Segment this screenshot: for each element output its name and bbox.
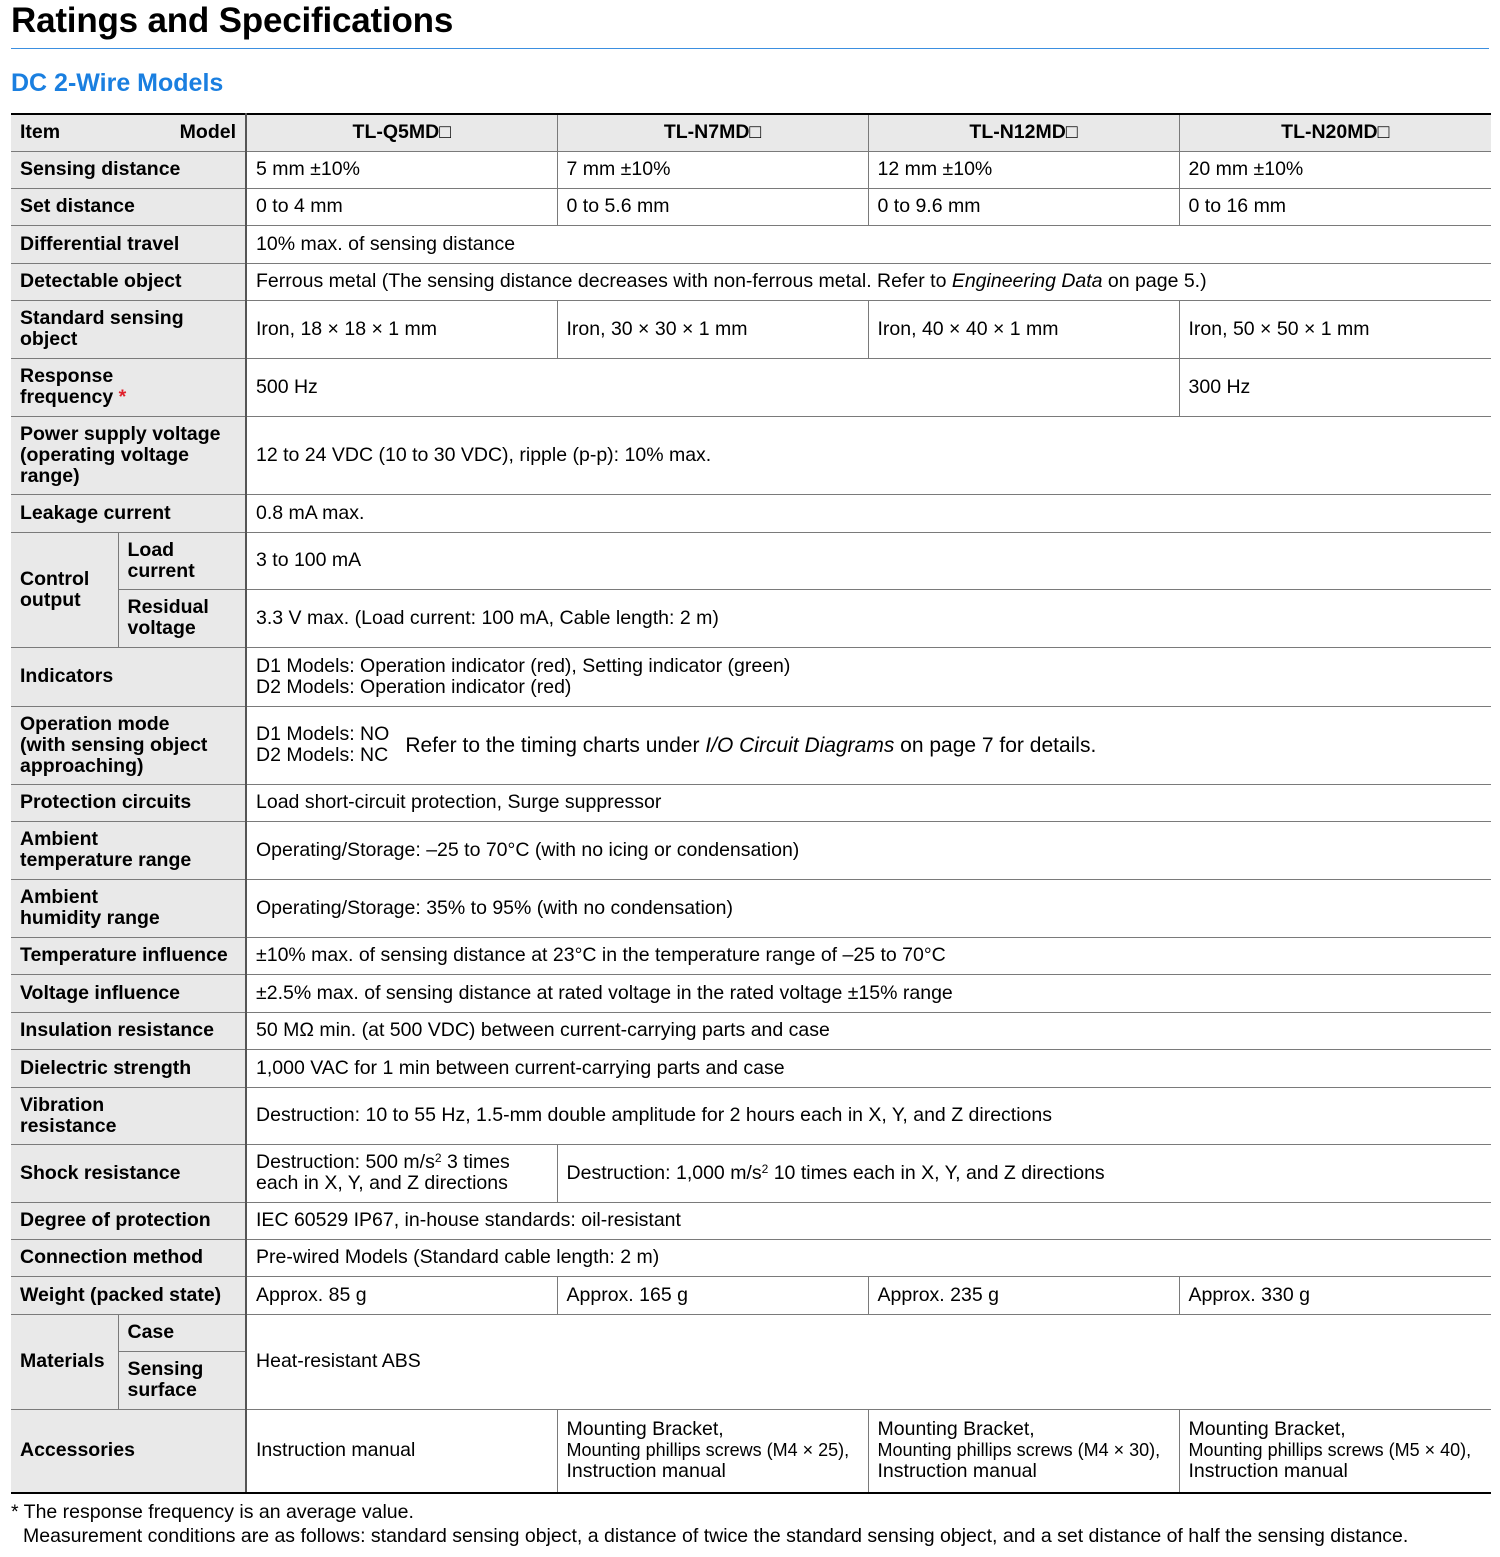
row-label: Control output (11, 532, 118, 647)
table-row (11, 225, 1491, 263)
table-row (11, 1012, 1491, 1049)
cell: Destruction: 10 to 55 Hz, 1.5-mm double amplitude for 2 hours each in X, Y, and Z directions (246, 1087, 1491, 1144)
row-label: Temperature influence (11, 937, 246, 974)
table-row (11, 1087, 1491, 1144)
footnote (11, 1500, 1408, 1548)
cell: Approx. 235 g (868, 1276, 1179, 1314)
table-row (11, 647, 1491, 706)
cell: ±2.5% max. of sensing distance at rated voltage in the rated voltage ±15% range (246, 974, 1491, 1012)
table-header-row (11, 114, 1491, 151)
cell: Mounting Bracket, Mounting phillips screws (M5 × 40), Instruction manual (1179, 1409, 1491, 1493)
table-row (11, 1239, 1491, 1276)
table-row (11, 151, 1491, 188)
cell: 0 to 5.6 mm (557, 188, 868, 225)
section-title: DC 2-Wire Models (11, 69, 224, 97)
sub-row-label: Residual voltage (118, 589, 246, 647)
table-row (11, 494, 1491, 532)
row-label: Insulation resistance (11, 1012, 246, 1049)
cell: Ferrous metal (The sensing distance decreases with non-ferrous metal. Refer to Engineering Data on page 5.) (246, 263, 1491, 300)
cell: IEC 60529 IP67, in-house standards: oil-resistant (246, 1202, 1491, 1239)
row-label: Leakage current (11, 494, 246, 532)
cell: 300 Hz (1179, 358, 1491, 416)
row-label: Weight (packed state) (11, 1276, 246, 1314)
header-model: Model (179, 121, 237, 144)
table-row (11, 1409, 1491, 1493)
cell: 500 Hz (246, 358, 1179, 416)
table-row (11, 974, 1491, 1012)
header-model-2: TL-N7MD□ (557, 114, 868, 151)
cell: 0 to 4 mm (246, 188, 557, 225)
table-row (11, 1276, 1491, 1314)
cell: Approx. 85 g (246, 1276, 557, 1314)
table-row (11, 188, 1491, 225)
table-row (11, 300, 1491, 358)
header-item: Item (20, 121, 61, 144)
row-label: Standard sensing object (11, 300, 246, 358)
row-label: Materials (11, 1314, 118, 1409)
footnote-line-2: Measurement conditions are as follows: standard sensing object, a distance of twice the standard sensing object, and a set distance of half the sensing distance. (23, 1525, 1409, 1547)
row-label: Detectable object (11, 263, 246, 300)
cell: Operating/Storage: –25 to 70°C (with no icing or condensation) (246, 821, 1491, 879)
row-label: Voltage influence (11, 974, 246, 1012)
table-row (11, 358, 1491, 416)
title-rule (11, 48, 1489, 49)
table-row (11, 821, 1491, 879)
cell: 1,000 VAC for 1 min between current-carrying parts and case (246, 1049, 1491, 1087)
sub-row-label: Sensing surface (118, 1351, 246, 1409)
cell: 7 mm ±10% (557, 151, 868, 188)
cell: Operating/Storage: 35% to 95% (with no condensation) (246, 879, 1491, 937)
table-row (11, 1202, 1491, 1239)
header-model-1: TL-Q5MD□ (246, 114, 557, 151)
row-label: Response frequency * (11, 358, 246, 416)
row-label: Accessories (11, 1409, 246, 1493)
cell: Iron, 40 × 40 × 1 mm (868, 300, 1179, 358)
table-row (11, 589, 1491, 647)
cell: Heat-resistant ABS (246, 1314, 1491, 1409)
row-label: Ambient temperature range (11, 821, 246, 879)
cell: Approx. 330 g (1179, 1276, 1491, 1314)
cell: Iron, 50 × 50 × 1 mm (1179, 300, 1491, 358)
sub-row-label: Load current (118, 532, 246, 589)
cell: Destruction: 500 $m/s^2$ 3 times each in X, Y, and Z directions (246, 1144, 557, 1202)
row-label: Set distance (11, 188, 246, 225)
cell: 3.3 V max. (Load current: 100 mA, Cable length: 2 m) (246, 589, 1491, 647)
cell: 12 to 24 VDC (10 to 30 VDC), ripple (p-p): 10% max. (246, 416, 1491, 494)
cell: Iron, 18 × 18 × 1 mm (246, 300, 557, 358)
cell: D1 Models: Operation indicator (red), Setting indicator (green) D2 Models: Operation indicator (red) (246, 647, 1491, 706)
header-model-4: TL-N20MD□ (1179, 114, 1491, 151)
page-title: Ratings and Specifications (11, 1, 454, 40)
row-label: Power supply voltage (operating voltage range) (11, 416, 246, 494)
cell: 5 mm ±10% (246, 151, 557, 188)
table-row (11, 1144, 1491, 1202)
cell: 12 mm ±10% (868, 151, 1179, 188)
table-row (11, 1049, 1491, 1087)
cell: Instruction manual (246, 1409, 557, 1493)
row-label: Connection method (11, 1239, 246, 1276)
cell: Iron, 30 × 30 × 1 mm (557, 300, 868, 358)
row-label: Indicators (11, 647, 246, 706)
cell: 20 mm ±10% (1179, 151, 1491, 188)
row-label: Sensing distance (11, 151, 246, 188)
table-row (11, 1314, 1491, 1351)
table-row (11, 416, 1491, 494)
row-label: Protection circuits (11, 784, 246, 821)
cell: 3 to 100 mA (246, 532, 1491, 589)
cell: Load short-circuit protection, Surge suppressor (246, 784, 1491, 821)
table-row (11, 879, 1491, 937)
cell: ±10% max. of sensing distance at 23°C in the temperature range of –25 to 70°C (246, 937, 1491, 974)
cell: Mounting Bracket, Mounting phillips screws (M4 × 30), Instruction manual (868, 1409, 1179, 1493)
cell: D1 Models: NO D2 Models: NC Refer to the timing charts under I/O Circuit Diagrams on page 7 for details. (246, 706, 1491, 784)
table-row (11, 784, 1491, 821)
table-row (11, 937, 1491, 974)
cell: Mounting Bracket, Mounting phillips screws (M4 × 25), Instruction manual (557, 1409, 868, 1493)
asterisk-mark: * (118, 386, 127, 408)
footnote-line-1: * The response frequency is an average value. (11, 1501, 414, 1523)
cell: 0.8 mA max. (246, 494, 1491, 532)
table-row (11, 532, 1491, 589)
cell: Destruction: 1,000 $m/s^2$ 10 times each in X, Y, and Z directions (557, 1144, 1491, 1202)
table-row (11, 706, 1491, 784)
sub-row-label: Case (118, 1314, 246, 1351)
cell: 10% max. of sensing distance (246, 225, 1491, 263)
row-label: Degree of protection (11, 1202, 246, 1239)
cell: Approx. 165 g (557, 1276, 868, 1314)
cell: 50 MΩ min. (at 500 VDC) between current-carrying parts and case (246, 1012, 1491, 1049)
row-label: Operation mode (with sensing object approaching) (11, 706, 246, 784)
row-label: Differential travel (11, 225, 246, 263)
cell: Pre-wired Models (Standard cable length: 2 m) (246, 1239, 1491, 1276)
row-label: Shock resistance (11, 1144, 246, 1202)
row-label: Dielectric strength (11, 1049, 246, 1087)
table-row (11, 263, 1491, 300)
cell: 0 to 9.6 mm (868, 188, 1179, 225)
header-model-3: TL-N12MD□ (868, 114, 1179, 151)
spec-table (11, 113, 1491, 1494)
header-item-model-cell (11, 114, 246, 151)
row-label: Vibration resistance (11, 1087, 246, 1144)
row-label: Ambient humidity range (11, 879, 246, 937)
cell: 0 to 16 mm (1179, 188, 1491, 225)
